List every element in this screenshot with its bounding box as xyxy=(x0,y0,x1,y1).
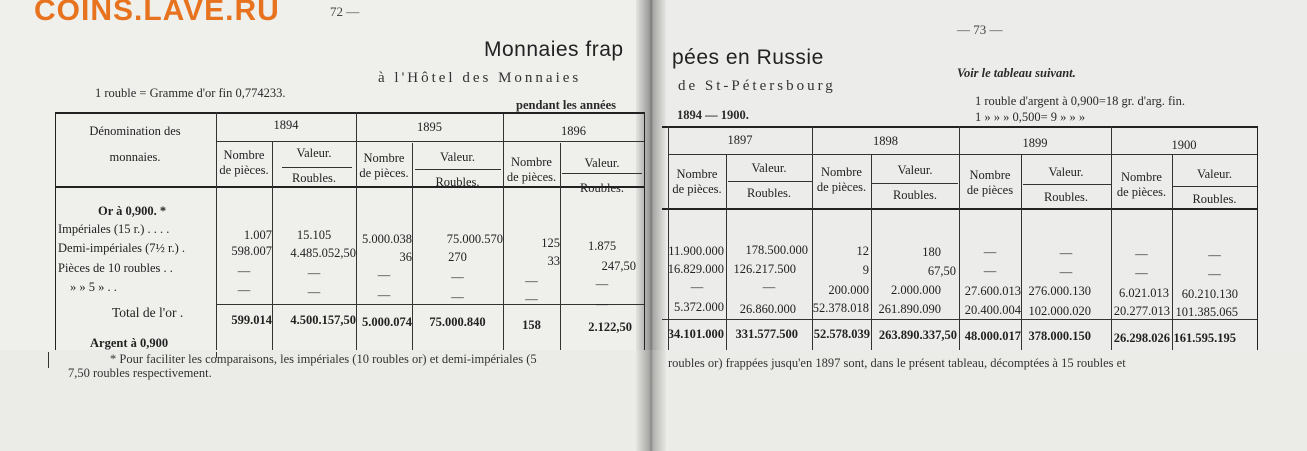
year-1896: 1896 xyxy=(561,124,586,138)
col-nombre-1897-2: de pièces. xyxy=(672,182,722,196)
cell-1895-v-0: 75.000.570 xyxy=(446,232,503,246)
col-nombre-1898: Nombre xyxy=(821,165,862,179)
col-valeur-1900: Valeur. xyxy=(1196,167,1233,181)
cell-1895-n-3: — xyxy=(377,288,391,302)
silver-ratio-note-2: 1 » » » 0,500= 9 » » » xyxy=(975,110,1086,124)
cell-1899-n-3: 20.400.004 xyxy=(964,303,1021,317)
year-1895: 1895 xyxy=(417,120,442,134)
cell-1896-n-3: — xyxy=(525,292,538,306)
cell-1900-n-1: — xyxy=(1135,266,1148,280)
page-number-right: — 73 — xyxy=(957,22,1003,37)
col-nombre-1898-2: de pièces. xyxy=(816,180,867,194)
col-valeur-1897: Valeur. xyxy=(751,161,787,175)
row-label-5-roubles: » » 5 » . . xyxy=(70,280,117,294)
cell-1896-v-2: — xyxy=(595,277,609,291)
col-valeur-1898: Valeur. xyxy=(897,163,933,177)
cell-1894-n-2: — xyxy=(237,264,251,278)
period-label: pendant les années xyxy=(516,98,617,112)
cell-1896-v-1: 247,50 xyxy=(601,259,636,273)
cell-1898-total-n: 52.578.039 xyxy=(813,327,870,341)
row-label-demi-imperiales: Demi-impériales (7½ r.) . xyxy=(58,241,186,255)
col-nombre-1894: Nombre xyxy=(223,148,265,162)
cell-1896-v-3: — xyxy=(595,297,609,311)
cell-1896-n-2: — xyxy=(525,274,538,288)
row-label-total-or: Total de l'or . xyxy=(112,305,184,320)
col-roubles-1896: Roubles. xyxy=(579,181,625,195)
col-nombre-1896-2: de pièces. xyxy=(506,170,557,184)
col-nombre-1900: Nombre xyxy=(1121,170,1162,184)
year-1900: 1900 xyxy=(1171,138,1197,152)
cell-1898-v-3: 261.890.090 xyxy=(878,302,941,316)
cell-1896-total-n: 158 xyxy=(522,318,541,332)
cell-1900-v-3: 101.385.065 xyxy=(1175,305,1238,319)
col-roubles-1899: Roubles. xyxy=(1043,190,1089,204)
cell-1900-n-2: 6.021.013 xyxy=(1119,286,1169,300)
col-nombre-1899: Nombre xyxy=(969,168,1011,182)
cell-1897-v-3: 26.860.000 xyxy=(739,302,796,316)
section-gold: Or à 0,900. * xyxy=(98,204,167,218)
silver-ratio-note-1: 1 rouble d'argent à 0,900=18 gr. d'arg. fin. xyxy=(975,94,1186,108)
cell-1900-n-0: — xyxy=(1135,247,1148,261)
col-nombre-1896: Nombre xyxy=(511,155,552,169)
cell-1894-v-2: — xyxy=(307,266,321,280)
watermark-logo: COINS.LAVE.RU xyxy=(34,0,280,27)
year-1898: 1898 xyxy=(873,134,898,148)
col-valeur-1895: Valeur. xyxy=(439,150,476,164)
cell-1897-n-3: 5.372.000 xyxy=(674,300,724,314)
cell-1899-n-1: — xyxy=(983,264,997,278)
cell-1899-total-v: 378.000.150 xyxy=(1028,329,1091,343)
cell-1894-n-3: — xyxy=(237,283,251,297)
col-valeur-1894: Valeur. xyxy=(296,146,332,160)
cell-1895-total-v: 75.000.840 xyxy=(429,315,486,329)
period-years: 1894 — 1900. xyxy=(677,108,749,122)
cell-1897-n-2: — xyxy=(690,280,704,294)
cell-1896-n-0: 125 xyxy=(541,236,560,250)
cell-1895-n-1: 36 xyxy=(399,250,412,264)
title-left: Monnaies frap xyxy=(484,38,624,61)
cell-1898-v-2: 2.000.000 xyxy=(891,283,941,297)
cell-1897-total-v: 331.577.500 xyxy=(735,327,798,341)
row-label-10-roubles: Pièces de 10 roubles . . xyxy=(58,261,173,275)
col-nombre-1897: Nombre xyxy=(676,167,718,181)
cell-1896-total-v: 2.122,50 xyxy=(588,320,632,334)
page-number-left: 72 — xyxy=(330,4,360,19)
cell-1899-v-3: 102.000.020 xyxy=(1028,304,1091,318)
cell-1894-n-1: 598.007 xyxy=(231,244,272,258)
cell-1898-v-0: 180 xyxy=(922,245,941,259)
cell-1900-v-1: — xyxy=(1208,267,1221,281)
cell-1900-total-v: 161.595.195 xyxy=(1173,331,1236,345)
col-nombre-1895-2: de pièces. xyxy=(359,166,409,180)
cell-1899-v-2: 276.000.130 xyxy=(1028,284,1091,298)
col-roubles-1897: Roubles. xyxy=(746,186,792,200)
cell-1894-n-0: 1.007 xyxy=(243,228,272,242)
col-nombre-1900-2: de pièces. xyxy=(1116,185,1167,199)
cell-1897-total-n: 34.101.000 xyxy=(667,327,724,341)
cell-1898-total-v: 263.890.337,50 xyxy=(878,328,957,342)
row-label-imperiales: Impériales (15 r.) . . . . xyxy=(58,222,170,236)
voir-tableau-note: Voir le tableau suivant. xyxy=(957,66,1076,80)
subtitle-right: de St-Pétersbourg xyxy=(678,78,836,94)
cell-1900-total-n: 26.298.026 xyxy=(1113,331,1170,345)
col-roubles-1894: Roubles. xyxy=(291,171,337,185)
col-roubles-1898: Roubles. xyxy=(892,188,938,202)
cell-1895-v-1: 270 xyxy=(448,250,467,264)
cell-1897-v-0: 178.500.000 xyxy=(745,243,808,257)
cell-1899-n-2: 27.600.013 xyxy=(964,284,1021,298)
cell-1894-total-v: 4.500.157,50 xyxy=(290,313,356,327)
cell-1894-v-1: 4.485.052,50 xyxy=(290,246,356,260)
cell-1898-n-3: 52.378.018 xyxy=(812,301,869,315)
cell-1895-total-n: 5.000.074 xyxy=(362,315,412,329)
cell-1894-v-3: — xyxy=(307,285,321,299)
col-valeur-1896: Valeur. xyxy=(584,156,620,170)
book-gutter-lower xyxy=(636,350,666,451)
cell-1899-total-n: 48.000.017 xyxy=(964,329,1021,343)
footnote-left-1: * Pour faciliter les comparaisons, les impériales (10 roubles or) et demi-impériales (5 xyxy=(110,352,537,366)
cell-1898-v-1: 67,50 xyxy=(927,264,956,278)
cell-1900-v-2: 60.210.130 xyxy=(1181,287,1238,301)
col-nombre-1894-2: de pièces. xyxy=(219,163,269,177)
cell-1895-v-3: — xyxy=(451,290,464,304)
year-1899: 1899 xyxy=(1022,136,1048,150)
cell-1895-n-0: 5.000.038 xyxy=(362,232,412,246)
cell-1900-n-3: 20.277.013 xyxy=(1113,304,1170,318)
col-nombre-1899-2: de pièces xyxy=(966,183,1014,197)
cell-1898-n-1: 9 xyxy=(862,263,869,277)
year-1894: 1894 xyxy=(273,118,299,132)
col-valeur-1899: Valeur. xyxy=(1048,165,1084,179)
cell-1898-n-2: 200.000 xyxy=(828,283,869,297)
subtitle-left: à l'Hôtel des Monnaies xyxy=(378,70,582,86)
footnote-left-2: 7,50 roubles respectivement. xyxy=(68,366,212,380)
footnote-right: roubles or) frappées jusqu'en 1897 sont, dans le présent tableau, décomptées à 15 roubles et xyxy=(668,356,1126,370)
cell-1895-n-2: — xyxy=(377,268,391,282)
cell-1896-v-0: 1.875 xyxy=(587,239,617,253)
header-denomination: Dénomination des xyxy=(89,124,181,138)
cell-1897-v-1: 126.217.500 xyxy=(733,262,796,276)
cell-1899-n-0: — xyxy=(983,245,997,259)
cell-1897-n-1: 16.829.000 xyxy=(667,262,724,276)
gold-ratio-note: 1 rouble = Gramme d'or fin 0,774233. xyxy=(95,86,286,100)
col-roubles-1900: Roubles. xyxy=(1192,192,1237,206)
cell-1897-v-2: — xyxy=(762,280,776,294)
col-nombre-1895: Nombre xyxy=(363,151,405,165)
cell-1899-v-0: — xyxy=(1059,246,1073,260)
title-right: pées en Russie xyxy=(672,46,824,69)
year-1897: 1897 xyxy=(727,133,753,147)
cell-1895-v-2: — xyxy=(451,270,464,284)
cell-1897-n-0: 11.900.000 xyxy=(668,244,724,258)
cell-1894-v-0: 15.105 xyxy=(296,228,332,242)
col-roubles-1895: Roubles. xyxy=(435,175,480,189)
header-denomination-2: monnaies. xyxy=(109,150,161,164)
cell-1898-n-0: 12 xyxy=(856,244,869,258)
cell-1896-n-1: 33 xyxy=(547,254,560,268)
cell-1894-total-n: 599.014 xyxy=(231,313,272,327)
cell-1900-v-0: — xyxy=(1208,248,1221,262)
section-silver: Argent à 0,900 xyxy=(90,336,169,350)
cell-1899-v-1: — xyxy=(1059,265,1073,279)
